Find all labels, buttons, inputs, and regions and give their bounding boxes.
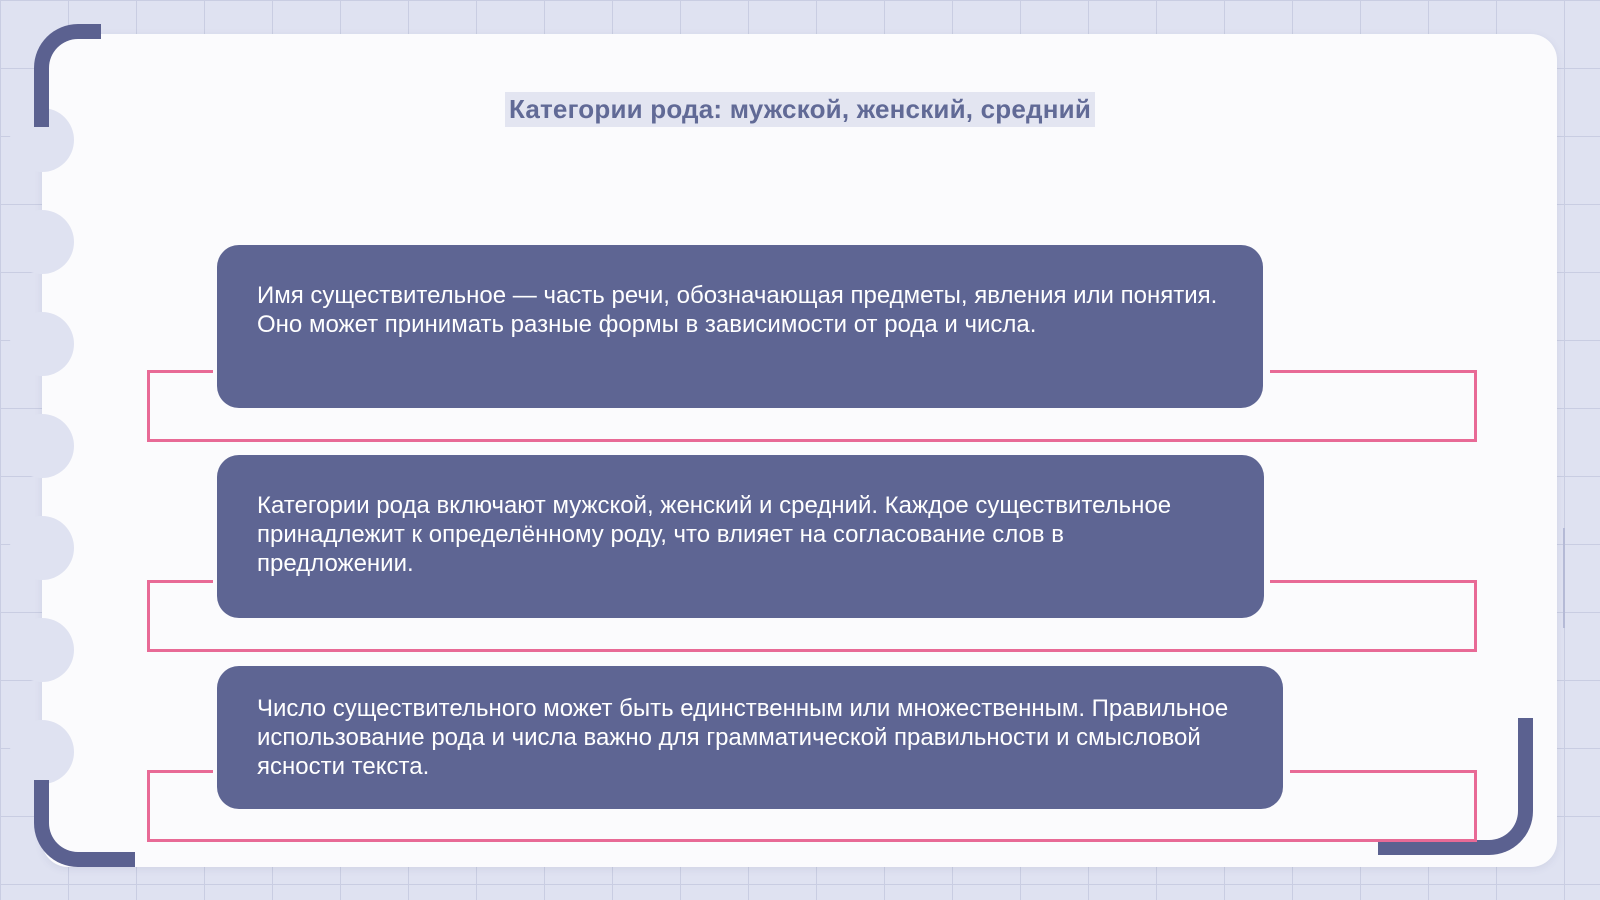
edge-scallop [10, 210, 74, 274]
content-card-2 [217, 455, 1264, 618]
slide-title-text: Категории рода: мужской, женский, средний [505, 92, 1095, 127]
content-card-3 [217, 666, 1283, 809]
corner-bracket-bottom-left [34, 780, 135, 867]
edge-scallop [10, 618, 74, 682]
card-2-text: Категории рода включают мужской, женский и средний. Каждое существительное принадлежит к определённому роду, что влияет на согласование слов в предложении. [257, 492, 1172, 577]
card-3-text: Число существительного может быть единственным или множественным. Правильное использование рода и числа важно для грамматической правильности и смысловой ясности текста. [257, 695, 1229, 780]
edge-scallop [10, 414, 74, 478]
edge-scallop [10, 312, 74, 376]
edge-scallop [10, 516, 74, 580]
slide-title [0, 92, 1600, 127]
card-1-text: Имя существительное — часть речи, обозначающая предметы, явления или понятия. Оно может принимать разные формы в зависимости от рода и числа. [257, 282, 1218, 338]
edge-scallop [10, 720, 74, 784]
content-card-1 [217, 245, 1263, 408]
edge-tick [1563, 528, 1565, 628]
